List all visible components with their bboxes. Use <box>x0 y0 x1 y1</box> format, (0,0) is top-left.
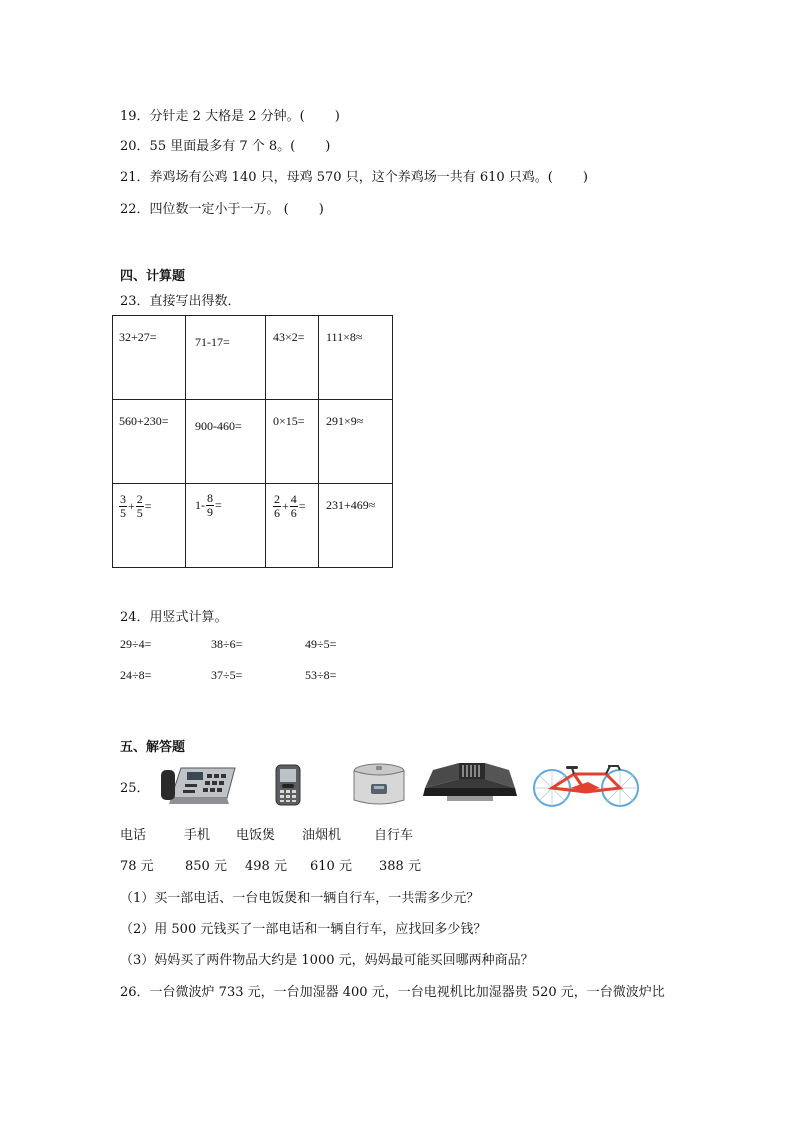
product-price: 78 元 <box>120 859 154 874</box>
q25-sub-question-1: （1）买一部电话、一台电饭煲和一辆自行车，一共需多少元？ <box>120 891 480 906</box>
fraction: $\frac{3}{5}$ <box>120 492 126 520</box>
calc-cell: 900-460= <box>195 419 242 433</box>
fraction-expression: 1- $\frac{8}{9}$ = <box>195 491 222 519</box>
calc-cell: 111×8≈ <box>326 330 363 344</box>
question-25-number: 25． <box>120 781 150 796</box>
fraction: $\frac{2}{5}$ <box>136 492 143 520</box>
product-name: 电饭煲 <box>236 828 276 843</box>
question-19: 19．分针走 2 大格是 2 分钟。( ) <box>120 109 340 124</box>
product-price: 388 元 <box>379 859 421 874</box>
range-hood-icon <box>423 762 519 806</box>
calc-cell: 71-17= <box>195 335 230 349</box>
q24-row-1: 29÷4= 38÷6= 49÷5= <box>120 637 337 651</box>
question-24-prompt: 24．用竖式计算。 <box>120 610 228 625</box>
section-title-calculation: 四、计算题 <box>120 269 186 284</box>
product-name: 电话 <box>120 828 147 843</box>
calc-cell: 43×2= <box>273 330 305 344</box>
question-23-prompt: 23．直接写出得数． <box>120 294 241 309</box>
q25-sub-question-3: （3）妈妈买了两件物品大约是 1000 元，妈妈最可能买回哪两种商品？ <box>120 953 534 968</box>
fraction: $\frac{8}{9}$ <box>207 491 213 519</box>
calc-cell: 560+230= <box>119 414 169 428</box>
calc-cell: 0×15= <box>273 414 305 428</box>
q24-row-2: 24÷8= 37÷5= 53÷8= <box>120 668 337 682</box>
question-21: 21．养鸡场有公鸡 140 只，母鸡 570 只，这个养鸡场一共有 610 只鸡。( ) <box>120 170 588 185</box>
fraction-expression: $\frac{3}{5}$ + $\frac{2}{5}$ = <box>120 492 152 520</box>
fraction: $\frac{2}{6}$ <box>274 492 280 520</box>
q25-sub-question-2: （2）用 500 元钱买了一部电话和一辆自行车，应找回多少钱？ <box>120 922 487 937</box>
question-22: 22．四位数一定小于一万。 ( ) <box>120 202 324 217</box>
product-name: 油烟机 <box>302 828 342 843</box>
fraction: $\frac{4}{6}$ <box>290 492 297 520</box>
bicycle-icon <box>530 762 642 808</box>
mobile-phone-icon <box>271 763 307 807</box>
calculation-table <box>112 315 393 568</box>
calc-cell: 32+27= <box>119 330 157 344</box>
calc-cell: 291×9≈ <box>326 414 364 428</box>
product-price: 498 元 <box>245 859 287 874</box>
product-price: 610 元 <box>310 859 352 874</box>
product-price: 850 元 <box>185 859 227 874</box>
question-26: 26．一台微波炉 733 元，一台加湿器 400 元，一台电视机比加湿器贵 520 元，一台微波炉比 <box>120 985 665 1000</box>
fraction-expression: $\frac{2}{6}$ + $\frac{4}{6}$ = <box>274 492 306 520</box>
rice-cooker-icon <box>349 762 409 808</box>
product-name: 手机 <box>184 828 211 843</box>
section-title-answers: 五、解答题 <box>120 740 186 755</box>
product-name: 自行车 <box>374 828 414 843</box>
question-20: 20．55 里面最多有 7 个 8。( ) <box>120 139 331 154</box>
calc-cell: 231+469≈ <box>326 498 376 512</box>
telephone-icon <box>157 762 237 806</box>
